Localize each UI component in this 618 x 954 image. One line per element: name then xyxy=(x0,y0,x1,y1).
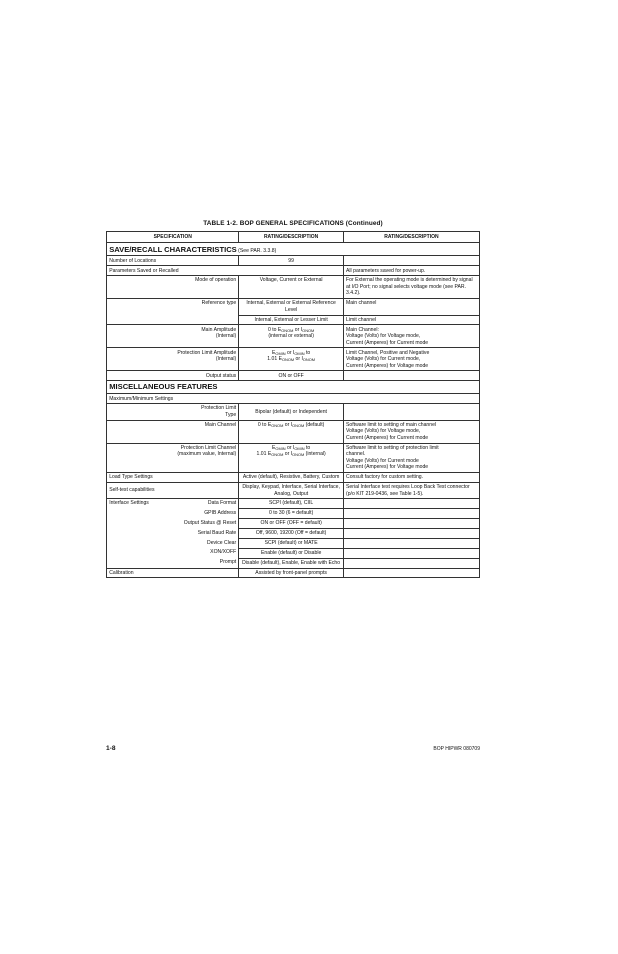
spec-description: Consult factory for custom setting. xyxy=(343,472,479,482)
interface-setting-row xyxy=(107,538,480,548)
spec-label: Self-test capabilities xyxy=(107,482,239,498)
interface-setting-label: Output Status @ Reset xyxy=(183,519,237,526)
section-title-miscellaneous: MISCELLANEOUS FEATURES xyxy=(107,381,480,394)
spec-label: Calibration xyxy=(107,568,239,578)
table-row xyxy=(107,266,480,276)
interface-setting-value: SCPI (default) or MATE xyxy=(239,538,343,548)
header-rating-1: RATING/DESCRIPTION xyxy=(239,232,343,243)
page-number: 1-8 xyxy=(106,745,116,752)
spec-label: Reference type xyxy=(107,299,239,325)
spec-label: Protection Limit Amplitude (Internal) xyxy=(107,348,239,371)
interface-setting-value: Disable (default), Enable, Enable with Echo xyxy=(239,558,343,568)
interface-setting-value: Enable (default) or Disable xyxy=(239,548,343,558)
interface-setting-label: XON/XOFF xyxy=(210,549,237,556)
spec-value: 99 xyxy=(239,256,343,266)
interface-setting-label: Data Format xyxy=(207,500,237,507)
spec-value: Active (default), Resistive, Battery, Custom xyxy=(239,472,343,482)
interface-setting-label: Device Clear xyxy=(207,539,237,546)
table-row xyxy=(107,420,480,443)
spec-value: 0 to $E_{ONOM}$ or $I_{ONOM}$ (default) xyxy=(239,420,343,443)
spec-label: Mode of operation xyxy=(107,276,239,299)
spec-description: Serial Interface test requires Loop Back Test connector (p/o KIT 219-0436, see Table 1-5). xyxy=(343,482,479,498)
section-title-save-recall: SAVE/RECALL CHARACTERISTICS (See PAR. 3.3.8) xyxy=(107,243,480,256)
interface-setting-label: GPIB Address xyxy=(204,509,237,516)
spec-description: For External the operating mode is determined by signal at I/O Port; no signal selects voltage mode (see PAR. 3.4.2). xyxy=(343,276,479,299)
spec-description: All parameters saved for power-up. xyxy=(343,266,479,276)
interface-setting-row xyxy=(107,558,480,568)
header-specification: SPECIFICATION xyxy=(107,232,239,243)
interface-setting-row xyxy=(107,548,480,558)
spec-label: Load Type Settings xyxy=(107,472,239,482)
spec-label: Maximum/Minimum Settings xyxy=(107,394,480,404)
interface-setting-row xyxy=(107,509,480,519)
header-rating-2: RATING/DESCRIPTION xyxy=(343,232,479,243)
spec-label: Protection Limit Channel (maximum value, Internal) xyxy=(107,443,239,472)
table-caption: TABLE 1-2. BOP GENERAL SPECIFICATIONS (Continued) xyxy=(203,220,383,227)
table-header-row xyxy=(107,232,480,243)
table-row xyxy=(107,472,480,482)
spec-label: Parameters Saved or Recalled xyxy=(107,266,344,276)
spec-value: Bipolar (default) or Independent xyxy=(239,404,343,420)
table-row xyxy=(107,299,480,315)
spec-value: Voltage, Current or External xyxy=(239,276,343,299)
interface-setting-label: Serial Baud Rate xyxy=(197,529,237,536)
interface-setting-row xyxy=(107,528,480,538)
table-row xyxy=(107,371,480,381)
spec-label: Number of Locations xyxy=(107,256,239,266)
table-row xyxy=(107,325,480,348)
table-row xyxy=(107,568,480,578)
spec-description: Main channel xyxy=(343,299,479,315)
section-row-miscellaneous xyxy=(107,381,480,394)
spec-value: ON or OFF xyxy=(239,371,343,381)
spec-label: Protection Limit Type xyxy=(107,404,239,420)
table-row xyxy=(107,348,480,371)
interface-setting-row xyxy=(107,519,480,529)
spec-label: Main Channel xyxy=(107,420,239,443)
spec-value: Display, Keypad, Interface, Serial Interface, Analog, Output xyxy=(239,482,343,498)
spec-label: Output status xyxy=(107,371,239,381)
spec-value: Internal, External or Lesser Limit xyxy=(239,315,343,325)
section-row-save-recall xyxy=(107,243,480,256)
table-row xyxy=(107,404,480,420)
table-row xyxy=(107,482,480,498)
interface-setting-value: ON or OFF (OFF = default) xyxy=(239,519,343,529)
spec-description: Main Channel: Voltage (Volts) for Voltage mode, Current (Amperes) for Current mode xyxy=(343,325,479,348)
spec-description: Software limit to setting of main channel Voltage (Volts) for Voltage mode, Current (Amperes) for Current mode xyxy=(343,420,479,443)
spec-value: Internal, External or External Reference Level xyxy=(239,299,343,315)
section-reference: (See PAR. 3.3.8) xyxy=(236,247,277,254)
spec-value: 0 to $E_{ONOM}$ or $I_{ONOM}$ (internal or external) xyxy=(239,325,343,348)
spec-label: Interface Settings xyxy=(109,500,149,507)
table-row xyxy=(107,443,480,472)
spec-value: Assisted by front-panel prompts xyxy=(239,568,343,578)
interface-setting-label: Prompt xyxy=(219,559,237,566)
table-row xyxy=(107,256,480,266)
table-row xyxy=(107,276,480,299)
interface-setting-row xyxy=(107,499,480,509)
spec-description: Limit Channel, Positive and Negative Voltage (Volts) for Current mode, Current (Amperes) for Voltage mode xyxy=(343,348,479,371)
table-row xyxy=(107,394,480,404)
spec-label: Main Amplitude (Internal) xyxy=(107,325,239,348)
interface-setting-value: SCPI (default), CIIL xyxy=(239,499,343,509)
spec-value: $E_{OMIN}$ or $I_{OMIN}$ to 1.01 $E_{ONOM}$ or $I_{ONOM}$ (internal) xyxy=(239,443,343,472)
interface-setting-value: Off, 9600, 19200 (Off = default) xyxy=(239,528,343,538)
document-id: BOP HIPWR 080709 xyxy=(433,746,480,752)
spec-description: Limit channel xyxy=(343,315,479,325)
spec-description: Software limit to setting of protection limit channel. Voltage (Volts) for Current mode Current (Amperes) for Voltage mode xyxy=(343,443,479,472)
interface-settings-group xyxy=(107,499,480,568)
interface-setting-value: 0 to 30 (6 = default) xyxy=(239,509,343,519)
specifications-table xyxy=(106,231,480,578)
spec-value: $E_{OMIN}$ or $I_{OMIN}$ to 1.01 $E_{ONOM}$ or $I_{ONOM}$ xyxy=(239,348,343,371)
